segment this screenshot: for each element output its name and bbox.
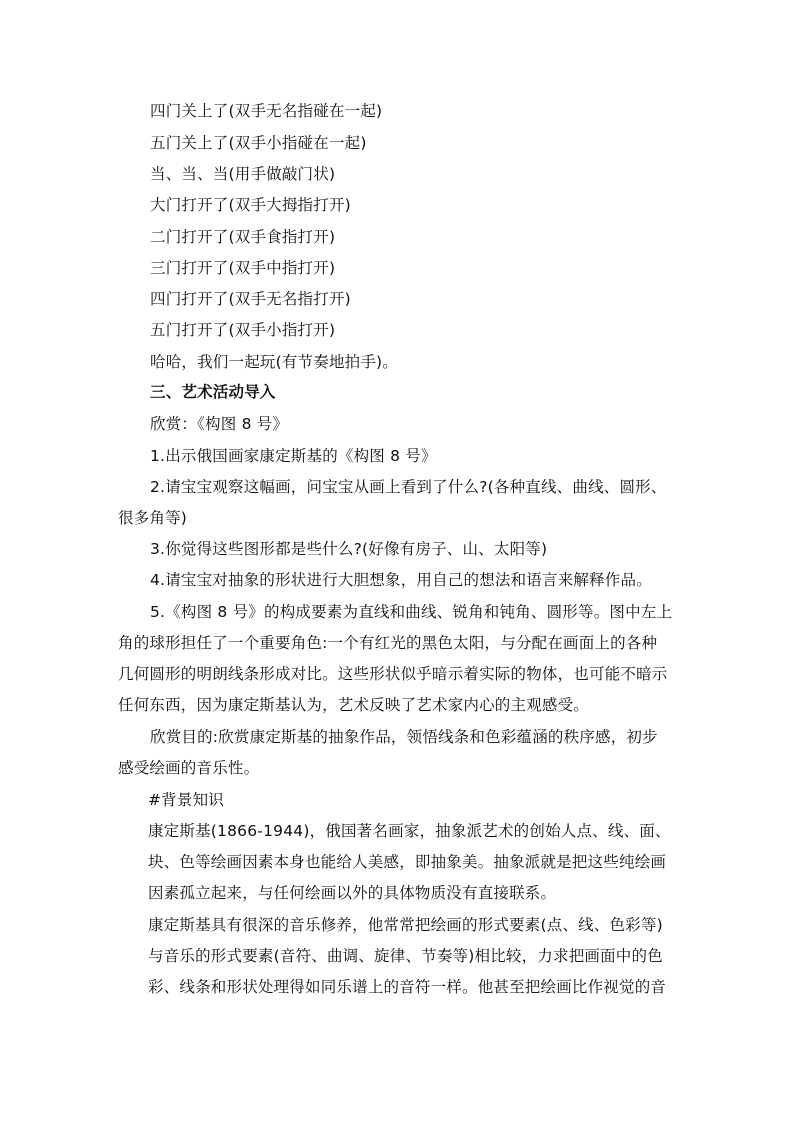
paragraph-line: 三门打开了(双手中指打开) [150, 259, 336, 277]
paragraph-line: 五门打开了(双手小指打开) [150, 321, 336, 339]
paragraph-line: 角的球形担任了一个重要角色:一个有红光的黑色太阳，与分配在画面上的各种 [118, 634, 658, 652]
paragraph-line: 5.《构图 8 号》的构成要素为直线和曲线、锐角和钝角、圆形等。图中左上 [150, 603, 673, 621]
paragraph-line: 欣赏：《构图 8 号》 [150, 415, 289, 433]
paragraph-line: 任何东西，因为康定斯基认为，艺术反映了艺术家内心的主观感受。 [118, 696, 590, 714]
paragraph-line: 块、色等绘画因素本身也能给人美感，即抽象美。抽象派就是把这些纯绘画 [148, 853, 667, 871]
paragraph-line: 4.请宝宝对抽象的形状进行大胆想象，用自己的想法和语言来解释作品。 [150, 571, 652, 589]
paragraph-line: 哈哈，我们一起玩(有节奏地拍手)。 [150, 353, 398, 371]
paragraph-line: 康定斯基(1866-1944)，俄国著名画家，抽象派艺术的创始人点、线、面、 [148, 822, 671, 840]
paragraph-line: 1.出示俄国画家康定斯基的《构图 8 号》 [150, 447, 437, 465]
paragraph-line: 欣赏目的:欣赏康定斯基的抽象作品，领悟线条和色彩蕴涵的秩序感，初步 [150, 728, 658, 746]
paragraph-line: 因素孤立起来，与任何绘画以外的具体物质没有直接联系。 [148, 884, 557, 902]
paragraph-line: 2.请宝宝观察这幅画，问宝宝从画上看到了什么?(各种直线、曲线、圆形、 [150, 478, 667, 496]
paragraph-line: 3.你觉得这些图形都是些什么?(好像有房子、山、太阳等) [150, 540, 548, 558]
paragraph-line: 大门打开了(双手大拇指打开) [150, 196, 351, 214]
section-heading: 三、艺术活动导入 [150, 383, 276, 401]
paragraph-line: 感受绘画的音乐性。 [118, 759, 260, 777]
subheading: #背景知识 [148, 791, 224, 809]
paragraph-line: 很多角等) [118, 509, 188, 527]
paragraph-line: 与音乐的形式要素(音符、曲调、旋律、节奏等)相比较，力求把画面中的色 [148, 947, 663, 965]
paragraph-line: 四门关上了(双手无名指碰在一起) [150, 102, 383, 120]
paragraph-line: 康定斯基具有很深的音乐修养，他常常把绘画的形式要素(点、线、色彩等) [148, 916, 663, 934]
paragraph-line: 当、当、当(用手做敲门状) [150, 165, 336, 183]
paragraph-line: 彩、线条和形状处理得如同乐谱上的音符一样。他甚至把绘画比作视觉的音 [148, 978, 667, 996]
paragraph-line: 四门打开了(双手无名指打开) [150, 290, 351, 308]
paragraph-line: 二门打开了(双手食指打开) [150, 228, 336, 246]
paragraph-line: 几何圆形的明朗线条形成对比。这些形状似乎暗示着实际的物体，也可能不暗示 [118, 665, 668, 683]
paragraph-line: 五门关上了(双手小指碰在一起) [150, 134, 367, 152]
